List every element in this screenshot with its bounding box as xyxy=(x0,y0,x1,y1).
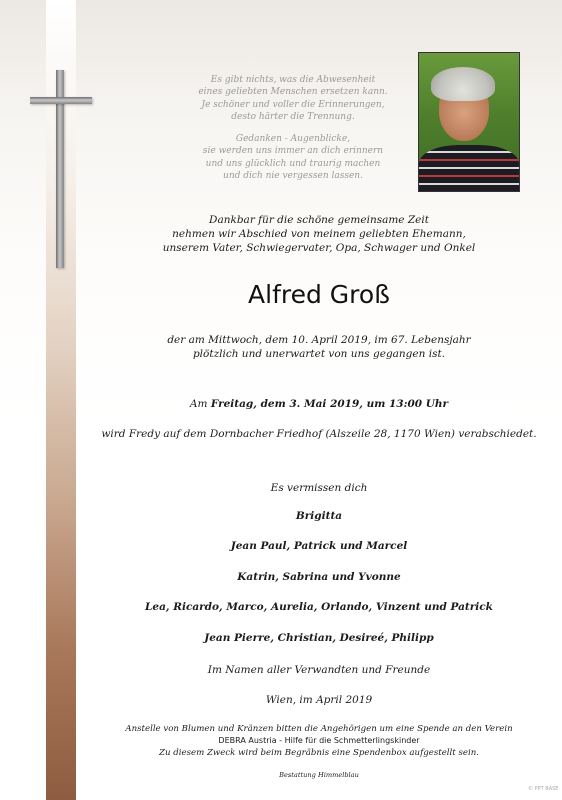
poem-stanza-1 xyxy=(150,74,436,123)
funeral-date-bold: Freitag, dem 3. Mai 2019, um 13:00 Uhr xyxy=(210,398,449,410)
poem-line: sie werden uns immer an dich erinnern xyxy=(202,146,384,157)
intro-line: nehmen wir Abschied von meinem geliebten Ehemann, xyxy=(172,228,466,240)
poem-line: desto härter die Trennung. xyxy=(231,111,355,122)
mourner: Brigitta xyxy=(295,510,343,522)
mourner: Jean Paul, Patrick und Marcel xyxy=(230,540,408,552)
poem-line: Gedanken - Augenblicke, xyxy=(235,134,351,144)
mourner: Jean Pierre, Christian, Desireé, Philipp xyxy=(204,632,434,644)
donation-line: Zu diesem Zweck wird beim Begräbnis eine Spendenbox aufgestellt sein. xyxy=(159,748,479,758)
poem-line: und uns glücklich und traurig machen xyxy=(205,158,381,169)
watermark: © PPT BASE xyxy=(528,786,559,792)
donation-line: Anstelle von Blumen und Kränzen bitten die Angehörigen um eine Spende an den Verein xyxy=(125,724,513,734)
donation-line: DEBRA Austria - Hilfe für die Schmetterlingskinder xyxy=(218,736,420,745)
poem-line: Je schöner und voller die Erinnerungen, xyxy=(201,99,385,110)
funeral-place: wird Fredy auf dem Dornbacher Friedhof (Alszeile 28, 1170 Wien) verabschiedet. xyxy=(101,428,537,440)
mourner: Katrin, Sabrina und Yvonne xyxy=(237,571,401,583)
intro-line: unserem Vater, Schwiegervater, Opa, Schwager und Onkel xyxy=(162,242,476,254)
place-date: Wien, im April 2019 xyxy=(265,694,373,706)
funeral-prefix: Am xyxy=(189,398,211,410)
poem-line: eines geliebten Menschen ersetzen kann. xyxy=(198,87,388,98)
death-line: plötzlich und unerwartet von uns gegangen ist. xyxy=(192,348,446,360)
death-line: der am Mittwoch, dem 10. April 2019, im 67. Lebensjahr xyxy=(167,334,471,346)
intro-line: Dankbar für die schöne gemeinsame Zeit xyxy=(209,214,429,226)
poem-line: Es gibt nichts, was die Abwesenheit xyxy=(210,75,376,85)
relatives-line: Im Namen aller Verwandten und Freunde xyxy=(207,664,431,676)
miss-heading: Es vermissen dich xyxy=(270,482,368,494)
portrait-photo xyxy=(418,52,520,192)
undertaker: Bestattung Himmelblau xyxy=(279,771,359,779)
poem-stanza-2 xyxy=(150,133,436,182)
cross-icon xyxy=(30,70,92,270)
poem-line: und dich nie vergessen lassen. xyxy=(223,170,363,181)
deceased-name: Alfred Groß xyxy=(248,280,390,309)
mourner: Lea, Ricardo, Marco, Aurelia, Orlando, Vinzent und Patrick xyxy=(145,601,493,613)
funeral-date xyxy=(76,398,562,410)
